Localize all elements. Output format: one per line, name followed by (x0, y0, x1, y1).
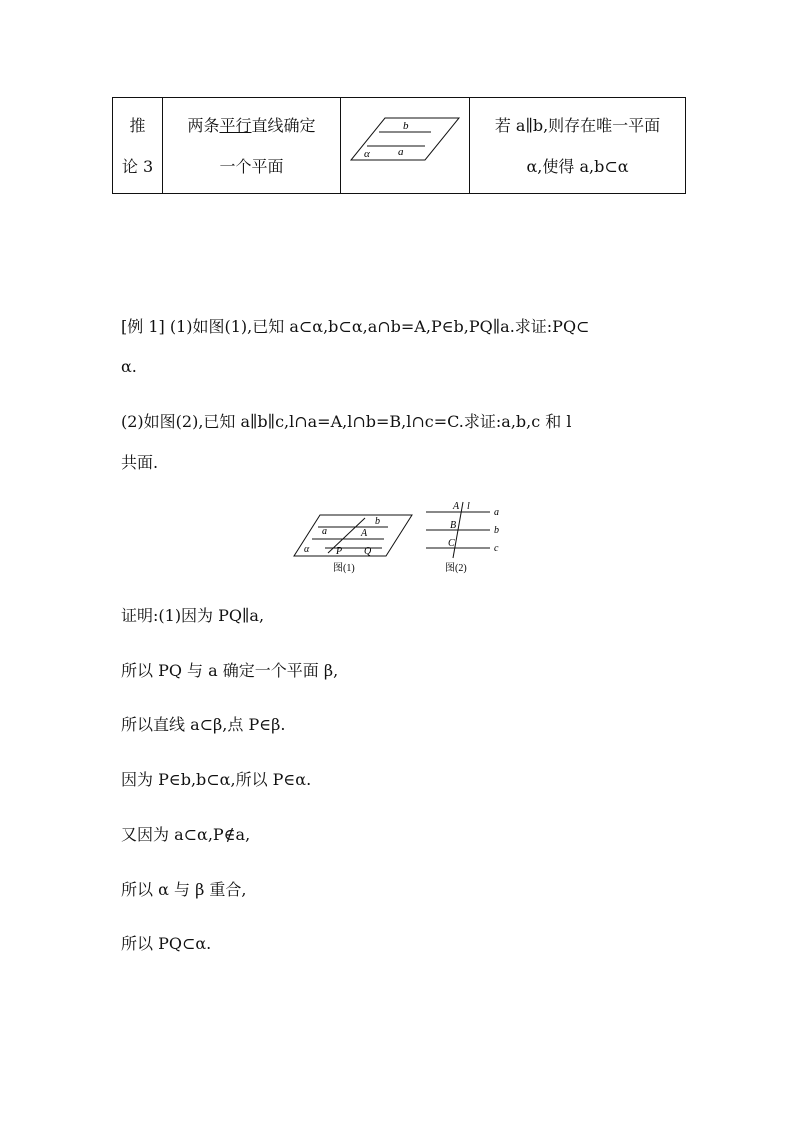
parallel-lines-plane-figure (341, 98, 469, 193)
example-part1-line1: [例 1] (1)如图(1),已知 a⊂α,b⊂α,a∩b=A,P∈b,PQ∥a.求证:PQ⊂ (121, 317, 590, 336)
table-row (113, 98, 686, 194)
figure1-label-P: P (336, 546, 343, 557)
figure1-plane (294, 515, 412, 556)
figure2-label-C: C (448, 538, 455, 549)
corollary-label-cell (113, 98, 163, 194)
symbolic-line1: 若 a∥b,则存在唯一平面 (494, 115, 661, 135)
figure1-label-Q: Q (364, 546, 372, 557)
figure2-label-B: B (450, 520, 457, 531)
corollary-symbolic-cell (470, 98, 686, 194)
statement-text-b: 直线确定 (251, 115, 316, 135)
figure2-label-a: a (494, 507, 499, 518)
statement-line2: 一个平面 (219, 156, 284, 176)
example-part2-line1: (2)如图(2),已知 a∥b∥c,l∩a=A,l∩b=B,l∩c=C.求证:a,b,c 和 l (121, 412, 572, 431)
label-a: a (398, 146, 404, 158)
figure1-caption: 图(1) (333, 563, 355, 574)
figure1-label-a: a (322, 526, 327, 537)
figure1-label-A: A (361, 528, 368, 539)
proof-line: 所以 PQ⊂α. (121, 934, 212, 953)
proof-line: 又因为 a⊂α,P∉a, (121, 825, 251, 844)
example-part1-line2: α. (121, 357, 137, 376)
proof-line: 因为 P∈b,b⊂α,所以 P∈α. (121, 770, 312, 789)
figure1-label-alpha: α (304, 544, 310, 555)
figure2-caption: 图(2) (445, 563, 467, 574)
figure2-label-c: c (494, 543, 499, 554)
figure-2 (426, 501, 499, 574)
proof-line: 所以 PQ 与 a 确定一个平面 β, (121, 661, 339, 680)
example-figures (290, 498, 510, 578)
label-b: b (403, 120, 409, 132)
statement-line1 (163, 105, 340, 146)
figure2-label-l: l (467, 501, 470, 512)
corollary-label-line2: 论 3 (121, 156, 154, 176)
symbolic-line2: α,使得 a,b⊂α (526, 156, 629, 176)
proof-line: 证明:(1)因为 PQ∥a, (121, 606, 265, 625)
corollary-statement-cell (163, 98, 341, 194)
figure2-label-b: b (494, 525, 499, 536)
example-part2-line2: 共面. (121, 453, 159, 472)
label-alpha: α (364, 148, 370, 160)
statement-underlined: 平行 (219, 115, 252, 135)
proof-line: 所以直线 a⊂β,点 P∈β. (121, 715, 286, 734)
theorem-table (112, 97, 686, 194)
figure-1 (294, 515, 412, 574)
statement-text-a: 两条 (187, 115, 220, 135)
corollary-label-line1: 推 (129, 115, 146, 135)
proof-line: 所以 α 与 β 重合, (121, 880, 247, 899)
figure1-label-b: b (375, 516, 380, 527)
figure2-label-A: A (453, 501, 460, 512)
corollary-figure-cell (341, 98, 470, 194)
